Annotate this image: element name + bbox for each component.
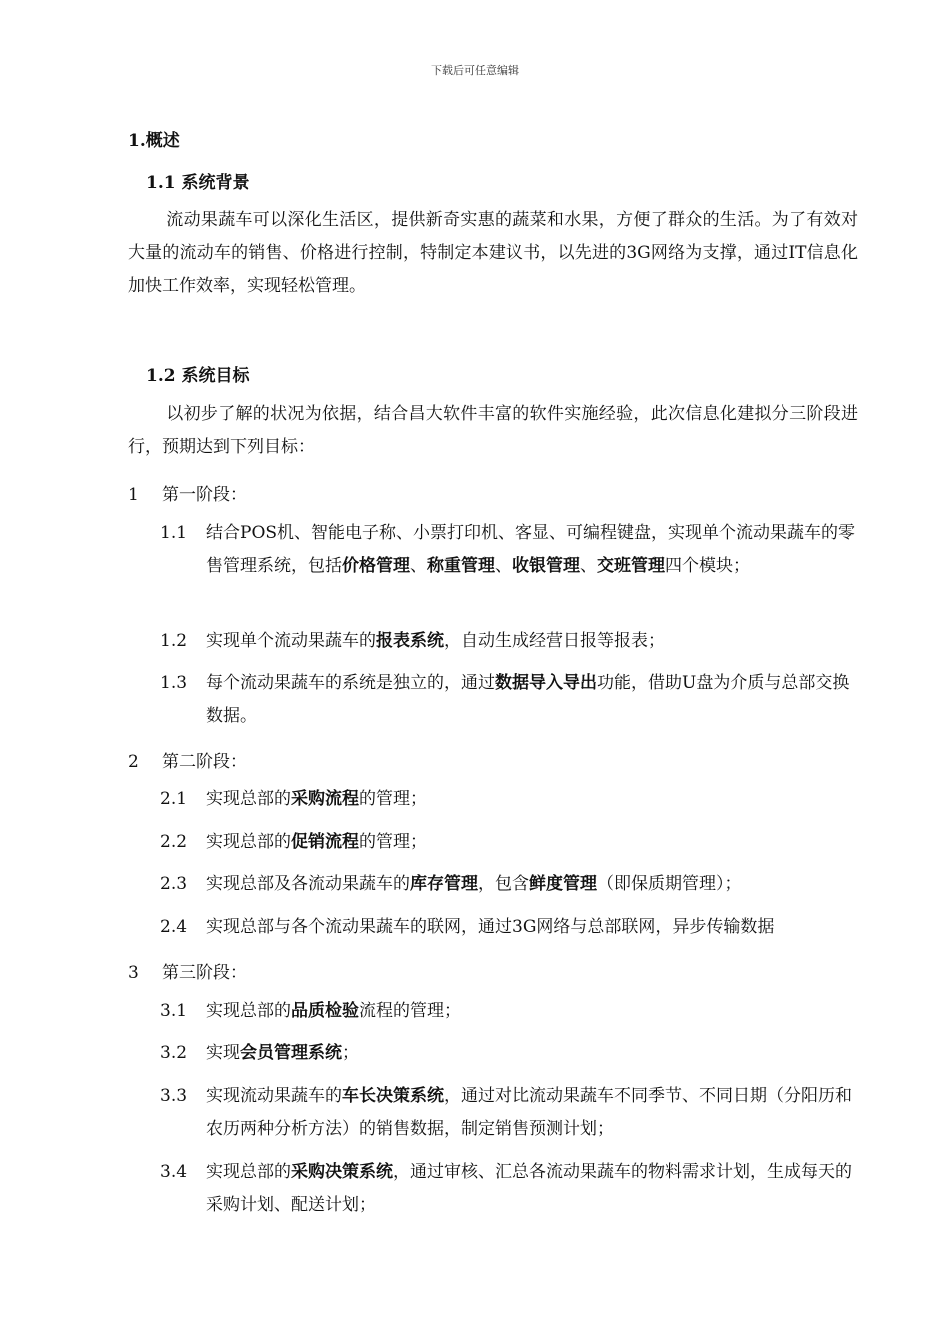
list-item-3-3: 3.3 实现流动果蔬车的车长决策系统，通过对比流动果蔬车不同季节、不同日期（分阳历和农历两种分析方法）的销售数据，制定销售预测计划； (160, 1086, 852, 1139)
page-header: 下载后可任意编辑 (431, 64, 519, 77)
subsection-title-goals: 1.2 系统目标 (146, 366, 250, 386)
subsection-title-background: 1.1 系统背景 (146, 173, 250, 193)
list-item-3-1: 3.1 实现总部的品质检验流程的管理； (160, 1001, 461, 1021)
stage-2-heading: 2 第二阶段： (128, 752, 247, 772)
background-paragraph: 流动果蔬车可以深化生活区，提供新奇实惠的蔬菜和水果，方便了群众的生活。为了有效对大量的流动车的销售、价格进行控制，特制定本建议书，以先进的3G网络为支撑，通过IT信息化加快工作效率，实现轻松管理。 (128, 210, 858, 296)
stage-3-heading: 3 第三阶段： (128, 963, 247, 983)
list-item-2-1: 2.1 实现总部的采购流程的管理； (160, 789, 427, 809)
list-item-2-3: 2.3 实现总部及各流动果蔬车的库存管理，包含鲜度管理（即保质期管理）； (160, 874, 742, 894)
list-item-3-2: 3.2 实现会员管理系统； (160, 1043, 359, 1063)
list-item-3-4: 3.4 实现总部的采购决策系统，通过审核、汇总各流动果蔬车的物料需求计划，生成每天的采购计划、配送计划； (160, 1162, 852, 1215)
list-item-2-2: 2.2 实现总部的促销流程的管理； (160, 832, 427, 852)
stage-1-heading: 1 第一阶段： (128, 485, 247, 505)
list-item-2-4: 2.4 实现总部与各个流动果蔬车的联网，通过3G网络与总部联网，异步传输数据 (160, 917, 775, 937)
list-item-1-1: 1.1 结合POS机、智能电子称、小票打印机、客显、可编程键盘，实现单个流动果蔬车的零售管理系统，包括价格管理、称重管理、收银管理、交班管理四个模块； (160, 523, 856, 576)
goals-paragraph: 以初步了解的状况为依据，结合昌大软件丰富的软件实施经验，此次信息化建拟分三阶段进行，预期达到下列目标： (128, 404, 858, 457)
list-item-1-3: 1.3 每个流动果蔬车的系统是独立的，通过数据导入导出功能，借助U盘为介质与总部交换数据。 (160, 673, 850, 726)
list-item-1-2: 1.2 实现单个流动果蔬车的报表系统，自动生成经营日报等报表； (160, 631, 665, 651)
section-title-overview: 1.概述 (128, 131, 180, 151)
